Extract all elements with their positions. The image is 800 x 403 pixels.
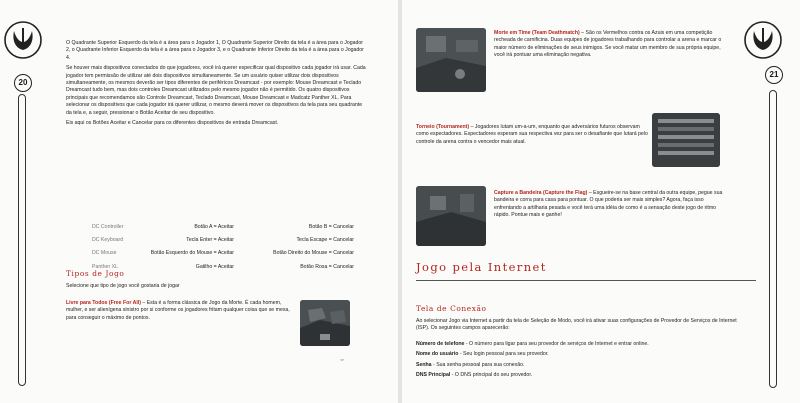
footnote-mark: "²" [340,358,345,363]
ffa-paragraph [66,300,292,322]
tournament-title: Torneio (Tournament) [416,124,470,130]
section-title: Tipos de Jogo [66,269,125,278]
margin-bar [769,90,777,388]
field-desc: - Sua senha pessoal para sua conexão. [431,361,525,368]
tournament-paragraph [416,124,648,146]
accept-button: Botão A = Aceitar [194,224,234,230]
field-label: Senha [416,361,432,368]
internet-heading: Jogo pela Internet [416,260,547,274]
intro-paragraph: Eis aqui os Botões Aceitar e Cancelar para os diferentes dispositivos de entrada Dreamcast. [66,120,279,127]
tournament-text: – Jogadores lutam um-a-um, enquanto que adversários futuros observam como espectadores. Espectadores esperam sua respectiva vez para ser o desafiante que lutará pelo controle da arena contra o vencedor mais atual. [416,124,648,145]
ffa-text: – Esta é a forma clássica de Jogo da Morte. É cada homem, mulher, e ser alienígena sinistro por si conforme os jogadores fritam qualquer coisa que se mexa, para conseguir o máximo de pontos. [66,300,290,321]
field-desc: - O DNS principal do seu provedor. [450,372,533,379]
heading-rule [416,280,756,281]
tdm-title: Morte em Time (Team Deathmatch) [494,30,580,36]
connection-intro: Ao selecionar Jogo via Internet a partir da tela de Seleção de Modo, você irá ativar suas configurações de Provedor de Serviços de Internet (ISP). Os seguintes campos aparecerão: [416,318,737,332]
tdm-paragraph [494,30,726,60]
cancel-button: Botão Rosa = Cancelar [300,264,354,270]
field-row [416,362,746,369]
ctf-paragraph [494,190,726,220]
field-desc: - Seu login pessoal para seu provedor. [458,351,549,358]
right-page [402,0,800,403]
field-row [416,372,746,379]
connection-fields [416,341,746,383]
field-label: DNS Principal [416,372,451,379]
device-name: Panther XL [92,264,118,270]
field-row [416,351,746,358]
cancel-button: Tecla Escape = Cancelar [296,237,354,243]
ctf-title: Capture a Bandeira (Capture the Flag) [494,190,588,196]
intro-paragraph: Se houver mais dispositivos conectados do que jogadores, você irá querer especificar qual dispositivo cada jogador irá usar. Cada jogador tem permissão de utilizar até dois dispositivos simultaneamente. Se um usuário quiser utilizar dois dispositivos simultaneamente, os mesmos deverão ser tipos diferentes de periféricos Dreamcast - por exemplo: Mouse Dreamcast e Teclado Dreamcast tudo bem, mas dois controles Dreamcast utilizados pelo mesmo jogador não é permitido. Os quatro dispositivos principais que recomendamos são Controle Dreamcast, Teclado Dreamcast, Mouse Dreamcast e Madcatz Panther XL. Para selecionar os dispositivos que cada jogador irá querer utilizar, o mesmo deverá mover os dispositivos da tela para seu quadrante da tela e, a seguir, pressionar o Botão Aceitar de seu dispositivo. [66,65,366,116]
cancel-button: Botão B = Cancelar [308,224,354,230]
field-desc: - O número para ligar para seu provedor de serviços de Internet e entrar online. [464,341,649,347]
device-name: DC Controller [92,224,124,230]
accept-button: Tecla Enter = Aceitar [186,237,234,243]
tournament-screenshot [652,113,720,167]
accept-button: Gatilho = Aceitar [195,264,234,270]
left-page [0,0,398,403]
device-name: DC Mouse [92,250,117,256]
intro-paragraph: O Quadrante Superior Esquerdo da tela é a área para o Jogador 1, O Quadrante Superior Direito da tela é a área para o Jogador 2, o Quadrante Inferior Esquerdo da tela é a área para o Jogador 3, e o Quadrante Inferior Direito da tela é a área para o Jogador 4. [66,40,364,61]
connection-heading: Tela de Conexão [416,304,487,313]
field-label: Nome do usuário [416,351,459,358]
page-number: 21 [765,66,783,84]
section-intro: Selecione que tipo de jogo você gostaria de jogar [66,283,180,289]
quake-logo-icon [743,20,783,60]
tdm-text: – São os Vermelhos contra os Azuis em uma competição recheada de carnificina. Duas equipes de jogadores trabalhando para controlar a arena e marcar o maior número de eliminações de seus inimigos. Se você matar um membro de sua própria equipe, você irá pontuar uma eliminação negativa. [494,30,722,59]
device-name: DC Keyboard [92,237,124,243]
cancel-button: Botão Direito do Mouse = Cancelar [273,250,354,256]
field-row [416,341,746,348]
ffa-screenshot [300,300,350,346]
ctf-screenshot [416,186,486,246]
tdm-screenshot [416,28,486,92]
ctf-text: – Esgueire-se na base central da outra equipe, pegue sua bandeira e corra para casa para pontuar. O que poderia ser mais simples? Agora, faça isso enfrentando a artilharia pesada e você terá uma idéia de como é a sensação deste jogo de ritmo rápido. Pontue mais e ganhe! [494,190,723,219]
accept-button: Botão Esquerdo do Mouse = Aceitar [150,250,234,256]
page-number: 20 [14,74,32,92]
ffa-title: Livre para Todos (Free For All) [66,300,141,306]
field-label: Número de telefone [416,341,465,347]
